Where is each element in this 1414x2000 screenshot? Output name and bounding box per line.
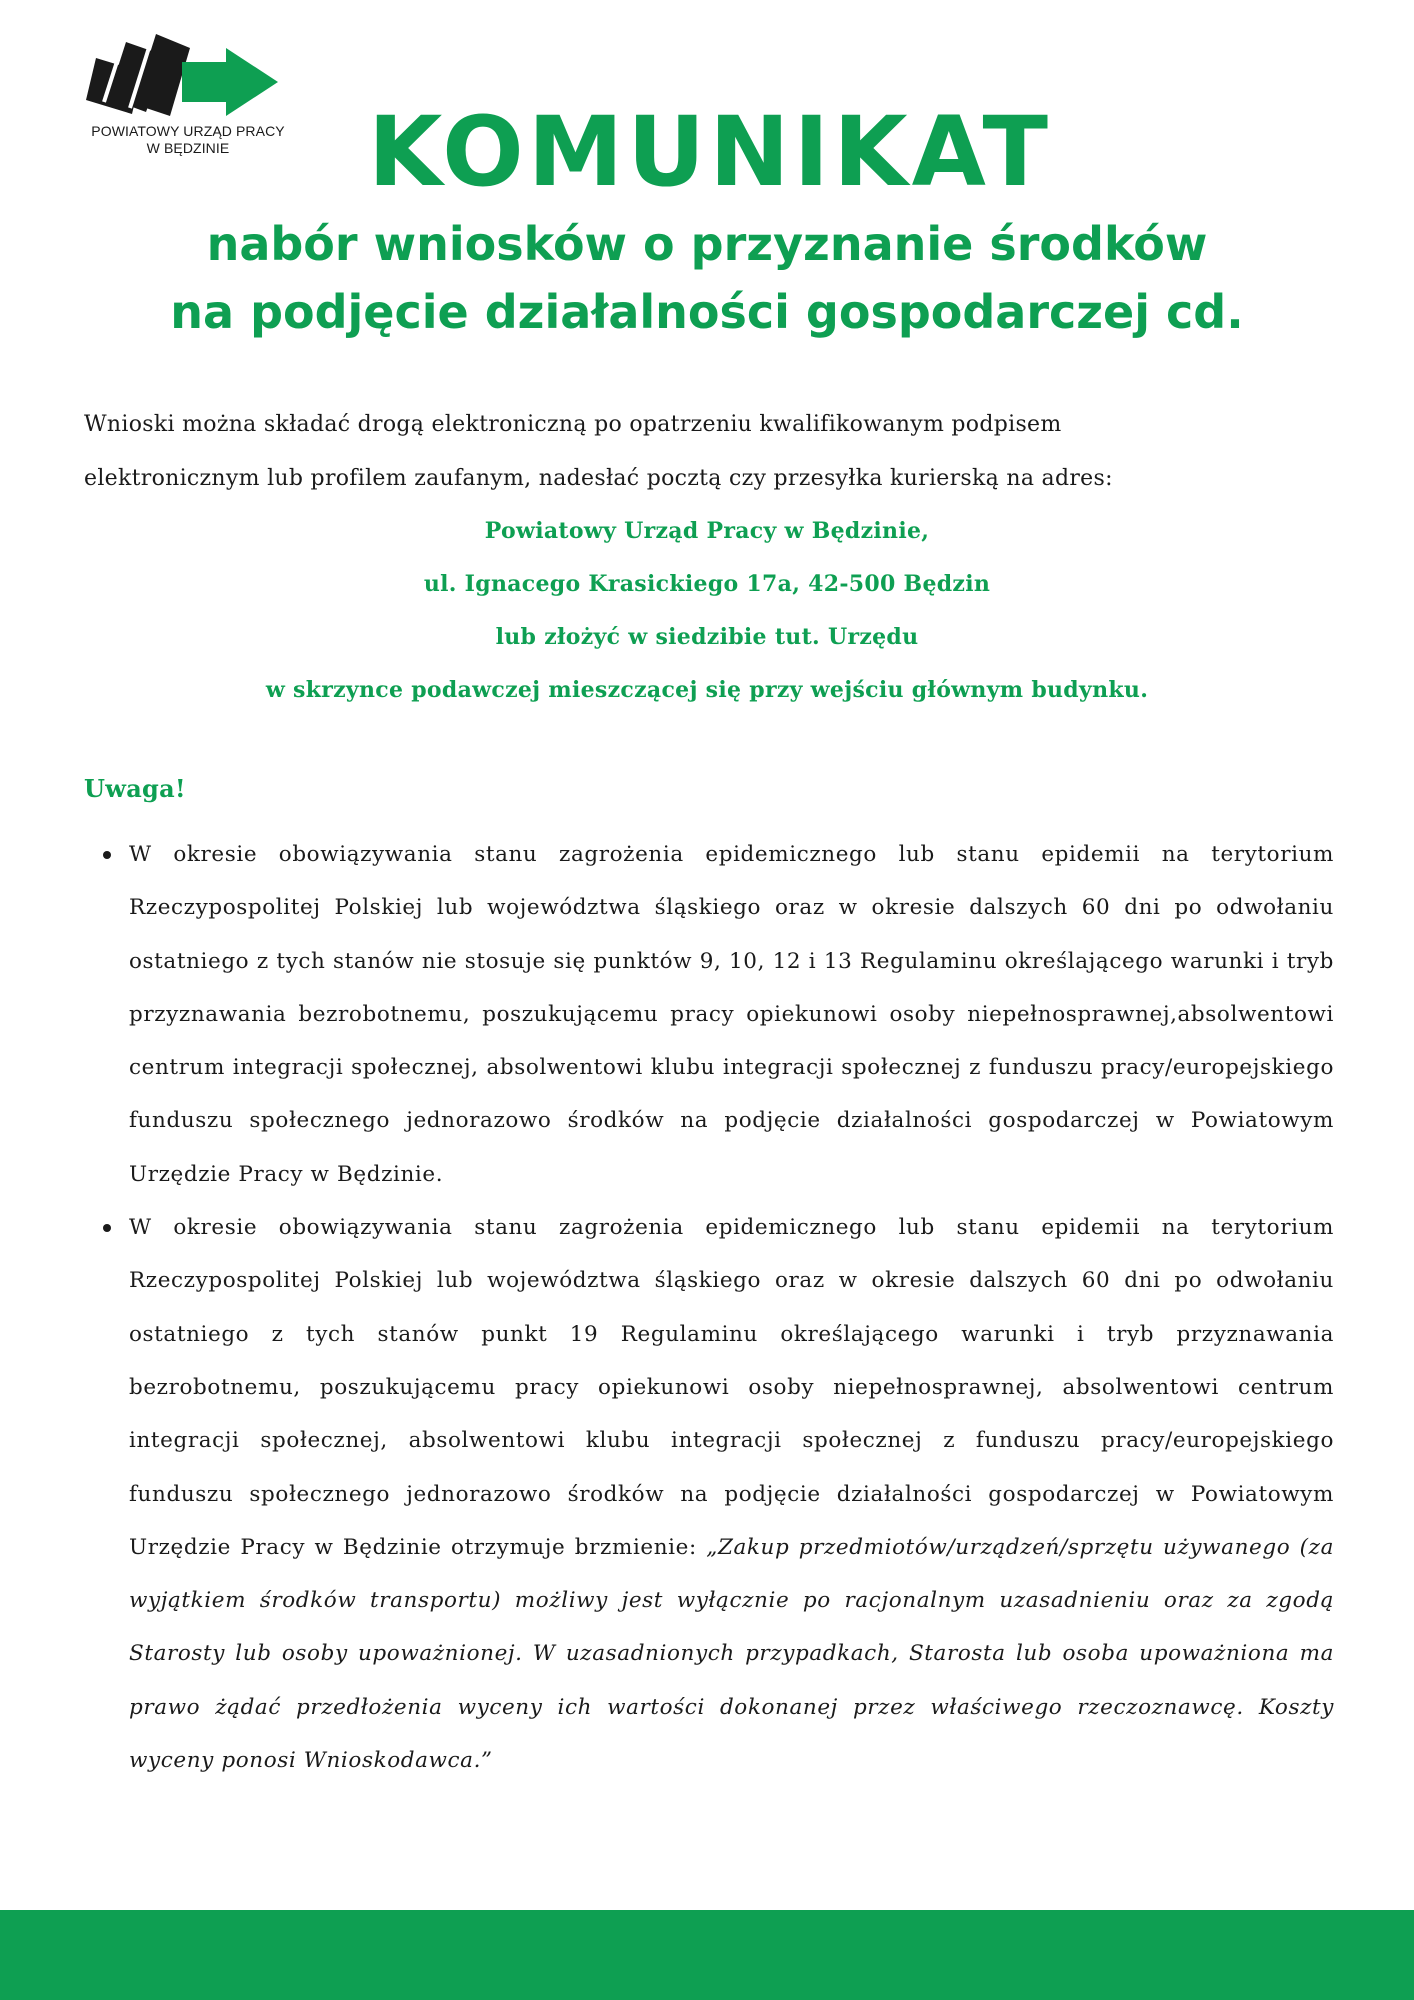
notice-list: [84, 828, 1334, 1787]
intro-line-1: Wnioski można składać drogą elektroniczną po opatrzeniu kwalifikowanym podpisem: [84, 412, 1062, 437]
notice-item-1-text: W okresie obowiązywania stanu zagrożenia epidemicznego lub stanu epidemii na terytorium Rzeczypospolitej Polskiej lub województwa śląskiego oraz w okresie dalszych 60 dni po odwołaniu ostatniego z tych stanów nie stosuje się punktów 9, 10, 12 i 13 Regulaminu określającego warunki i tryb przyznawania bezrobotnemu, poszukującemu pracy opiekunowi osoby niepełnosprawnej,absolwentowi centrum integracji społecznej, absolwentowi klubu integracji społecznej z funduszu pracy/europejskiego funduszu społecznego jednorazowo środków na podjęcie działalności gospodarczej w Powiatowym Urzędzie Pracy w Będzinie.: [129, 842, 1334, 1187]
address-line-2: ul. Ignacego Krasickiego 17a, 42-500 Będzin: [423, 571, 991, 597]
notice-item-2-quote: „Zakup przedmiotów/urządzeń/sprzętu używanego (za wyjątkiem środków transportu) możliwy jest wyłącznie po racjonalnym uzasadnieniu oraz za zgodą Starosty lub osoby upoważnionej. W uzasadnionych przypadkach, Starosta lub osoba upoważniona ma prawo żądać przedłożenia wyceny ich wartości dokonanej przez właściwego rzeczoznawcę. Koszty wyceny ponosi Wnioskodawca.”: [129, 1534, 1334, 1774]
footer-bar: [0, 1910, 1414, 2000]
address-block: [0, 505, 1414, 717]
subtitle-line-2: na podjęcie działalności gospodarczej cd.: [170, 285, 1244, 339]
intro-paragraph: [84, 398, 1334, 506]
address-line-4: w skrzynce podawczej mieszczącej się przy wejściu głównym budynku.: [265, 677, 1149, 703]
logo-line-1: POWIATOWY URZĄD PRACY: [91, 123, 285, 139]
notice-item-2-text: W okresie obowiązywania stanu zagrożenia epidemicznego lub stanu epidemii na terytorium Rzeczypospolitej Polskiej lub województwa śląskiego oraz w okresie dalszych 60 dni po odwołaniu ostatniego z tych stanów punkt 19 Regulaminu określającego warunki i tryb przyznawania bezrobotnemu, poszukującemu pracy opiekunowi osoby niepełnosprawnej, absolwentowi centrum integracji społecznej, absolwentowi klubu integracji społecznej z funduszu pracy/europejskiego funduszu społecznego jednorazowo środków na podjęcie działalności gospodarczej w Powiatowym Urzędzie Pracy w Będzinie otrzymuje brzmienie:: [129, 1215, 1334, 1560]
notice-item-1: [129, 828, 1334, 1201]
notice-heading: Uwaga!: [84, 774, 186, 803]
logo-line-2: W BĘDZINIE: [146, 140, 230, 156]
page-subtitle: [0, 210, 1414, 346]
notice-item-2: [129, 1201, 1334, 1787]
address-line-1: Powiatowy Urząd Pracy w Będzinie,: [484, 518, 930, 544]
subtitle-line-1: nabór wniosków o przyznanie środków: [206, 217, 1208, 271]
intro-line-2: elektronicznym lub profilem zaufanym, nadesłać pocztą czy przesyłka kurierską na adres:: [84, 466, 1113, 491]
page-title: KOMUNIKAT: [368, 96, 1052, 208]
address-line-3: lub złożyć w siedzibie tut. Urzędu: [495, 624, 919, 650]
